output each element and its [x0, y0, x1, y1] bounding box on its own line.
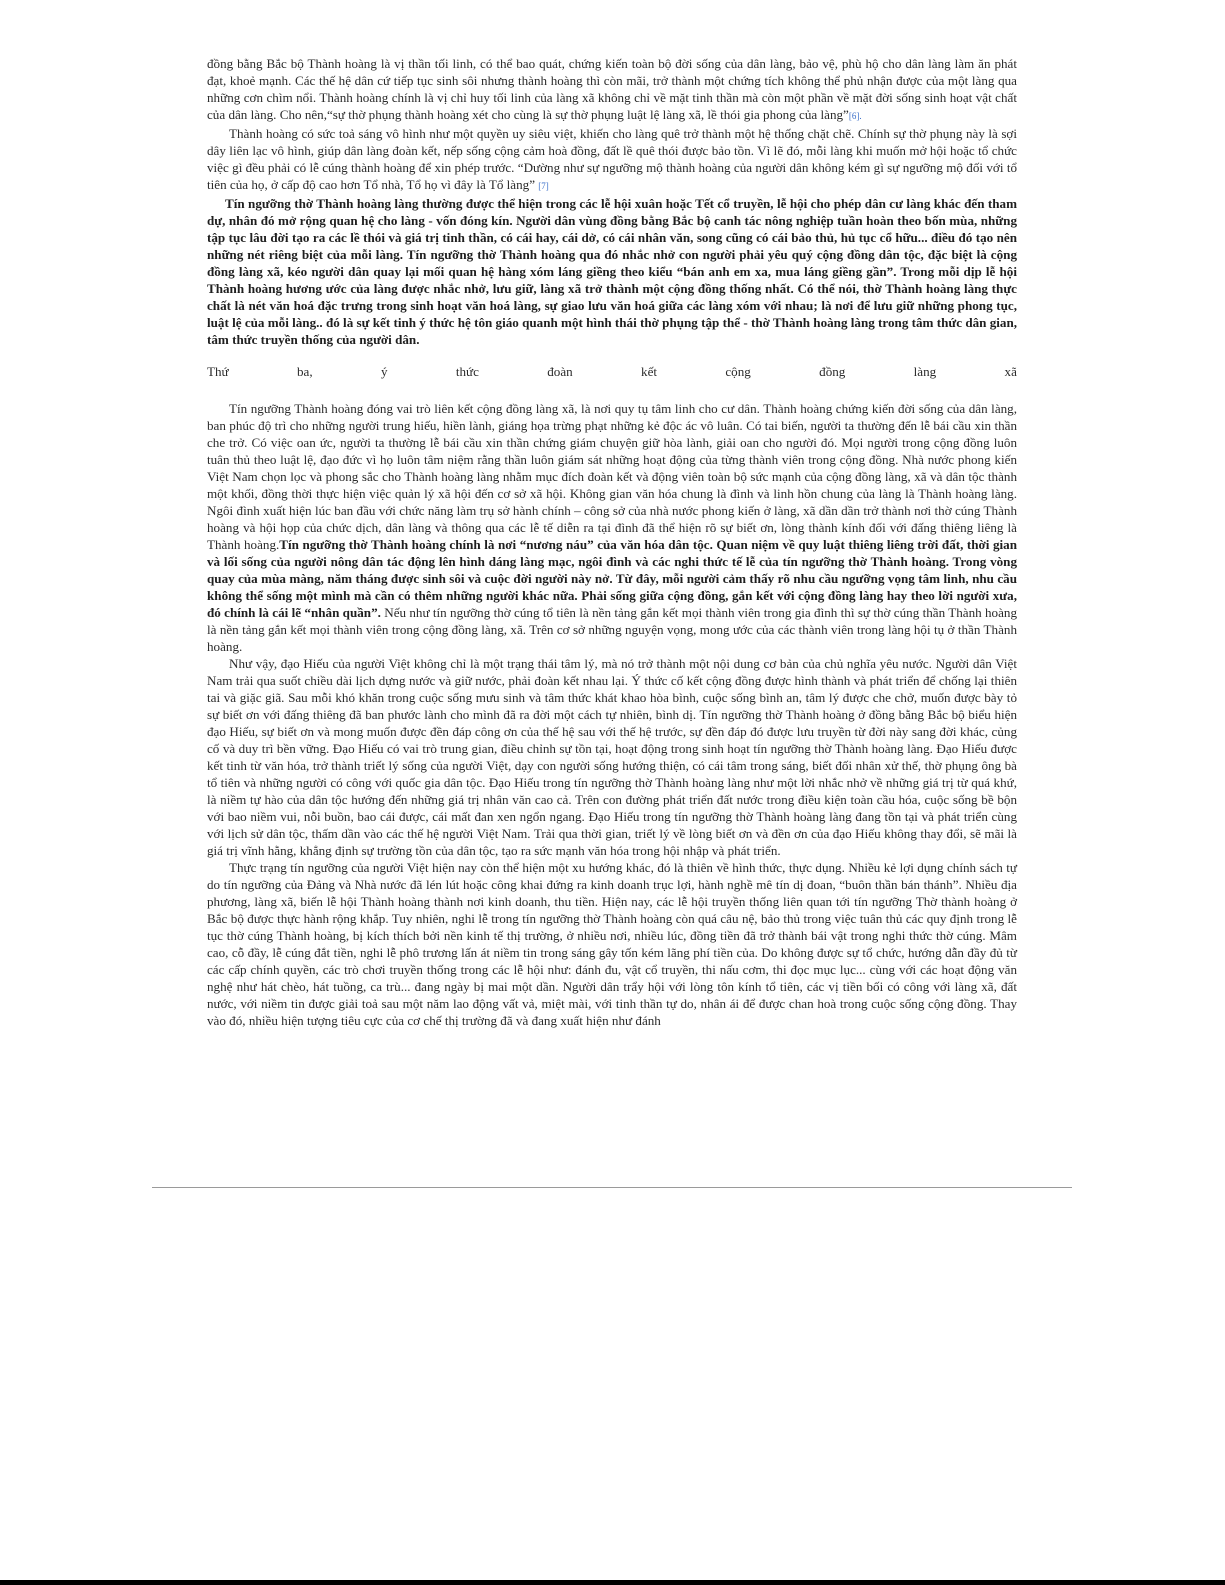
paragraph-6: Thực trạng tín ngưỡng của người Việt hiện nay còn thể hiện một xu hướng khác, đó là thiên về hình thức, thực dụng. Nhiều kẻ lợi dụng chính sách tự do tín ngưỡng của Đảng và Nhà nước đã lén lút hoặc công khai đứng ra kinh doanh trục lợi, hành nghề mê tín dị đoan, “buôn thần bán thánh”. Nhiều địa phương, làng xã, biến lễ hội Thành hoàng thành nơi kinh doanh, thu tiền. Hiện nay, các lễ hội truyền thống liên quan tới tín ngưỡng Thờ thành hoàng ở Bắc bộ được thực hành rộng khắp. Tuy nhiên, nghi lễ trong tín ngưỡng thờ Thành hoàng còn quá câu nệ, bảo thủ trong việc tuân thủ các quy định trong lễ tục thờ cúng Thành hoàng, bị kích thích bởi nền kinh tế thị trường, ở nhiều nơi, nhiều lúc, đồng tiền đã trở thành bái vật trong nghi thức thờ cúng. Mâm cao, cỗ đầy, lễ cúng đắt tiền, nghi lễ phô trương lấn át niềm tin trong sáng gây tốn kém lãng phí tiền của. Do không được sự tổ chức, hướng dẫn đầy đủ từ các cấp chính quyền, các trò chơi truyền thống trong các lễ hội như: đánh đu, vật cổ truyền, thi nấu cơm, thi đọc mục lục... cùng với các hoạt động văn nghệ như hát chèo, hát tuồng, ca trù... đang ngày bị mai một dần. Người dân trẩy hội với lòng tôn kính tổ tiên, các vị tiền bối có công với làng xã, đất nước, với niềm tin được giải toả sau một năm lao động vất vả, miệt mài, với tinh thần tự do, nhân ái để được chan hoà trong cuộc sống cộng đồng. Thay vào đó, nhiều hiện tượng tiêu cực của cơ chế thị trường đã và đang xuất hiện như đánh — [207, 860, 1017, 1028]
bottom-edge-bar — [0, 1580, 1225, 1585]
section-heading — [207, 363, 1017, 380]
paragraph-4-text-a: Tín ngưỡng Thành hoàng đóng vai trò liên kết cộng đồng làng xã, là nơi quy tụ tâm linh cho cư dân. Thành hoàng chứng kiến đời sống của dân làng, ban phúc độ trì cho những người trung hiếu, hiền lành, giáng họa trừng phạt những kẻ độc ác vô luân. Có tai biến, người ta thường đến lễ bái cầu xin thần che trở. Có việc oan ức, người ta thường lễ bái cầu xin thần chứng giám chuyện giữ hòa lành, giải oan cho người đó. Mọi người trong cộng đồng luôn tuân thủ theo luật lệ, đạo đức vì họ luôn tâm niệm rằng thần luôn giám sát những hoạt động của từng thành viên trong cộng đồng. Nhà nước phong kiến Việt Nam chọn lọc và phong sắc cho Thành hoàng làng nhằm mục đích đoàn kết và động viên toàn bộ sức mạnh của cộng đồng làng, xã và dân tộc thành một khối, đồng thời thực hiện việc quản lý xã hội đến cơ sở xã hội. Không gian văn hóa chung là đình và linh hồn chung của làng là Thành hoàng làng. Ngôi đình xuất hiện lúc ban đầu với chức năng làm trụ sở hành chính – công sở của nhà nước phong kiến ở làng, xã dần dần trở thành nơi thờ cúng Thành hoàng và hội họp của chức dịch, dân làng và thông qua các lễ tế diễn ra tại đình đã thể hiện rõ sự biết ơn, lòng thành kính đối với đấng thiêng liêng là Thành hoàng. — [207, 401, 1017, 552]
paragraph-4-text-b: Nếu như tín ngưỡng thờ cúng tổ tiên là nền tảng gắn kết mọi thành viên trong gia đình thì sự thờ cúng thần Thành hoàng là nền tảng gắn kết mọi thành viên trong cộng đồng làng, xã. Trên cơ sở những nguyện vọng, mong ước của các thành viên trong làng hội tụ ở thần Thành hoàng. — [207, 605, 1017, 654]
paragraph-1-text: đồng bằng Bắc bộ Thành hoàng là vị thần tối linh, có thể bao quát, chứng kiến toàn bộ đời sống của dân làng, bảo vệ, phù hộ cho dân làng làm ăn phát đạt, khoẻ mạnh. Các thế hệ dân cứ tiếp tục sinh sôi nhưng thành hoàng thì còn mãi, trở thành một chứng tích không thể phủ nhận được của một làng qua những cơn chìm nổi. Thành hoàng chính là vị chỉ huy tối linh của làng xã không chỉ về mặt tinh thần mà còn một phần về mặt đời sống sinh hoạt vật chất của dân làng. Cho nên,“sự thờ phụng thành hoàng xét cho cùng là sự thờ phụng luật lệ làng xã, lề thói gia phong của làng” — [207, 56, 1017, 122]
heading-word: ý — [380, 364, 388, 379]
heading-word: đoàn — [547, 364, 573, 379]
heading-word: xã — [1004, 364, 1017, 379]
paragraph-4 — [207, 400, 1017, 655]
heading-word: làng — [913, 364, 937, 379]
heading-word: thức — [455, 364, 479, 379]
paragraph-1 — [207, 55, 1017, 125]
paragraph-4-text-bold: Tín ngưỡng thờ Thành hoàng chính là nơi “nương náu” của văn hóa dân tộc. Quan niệm về quy luật thiêng liêng trời đất, thời gian và lối sống của người nông dân tác động lên hình dáng làng mạc, ngôi đình và các nghi thức tế lễ của tín ngưỡng thờ Thành hoàng. Trong vòng quay của mùa màng, năm tháng được sinh sôi và cuộc đời người này nở. Từ đây, mỗi người cảm thấy rõ nhu cầu ngưỡng vọng tâm linh, nhu cầu không thể sống một mình mà cần có thêm những người khác nữa. Phải sống giữa cộng đồng, gắn kết với cộng đồng làng hay theo lời người xưa, đó chính là cái lẽ “nhân quần”. — [207, 537, 1018, 620]
paragraph-2-text: Thành hoàng có sức toả sáng vô hình như một quyền uy siêu việt, khiến cho làng quê trở thành một hệ thống chặt chẽ. Chính sự thờ phụng này là sợi dây liên lạc vô hình, giúp dân làng đoàn kết, nếp sống cộng cảm hoà đồng, đất lề quê thói được bảo tồn. Vì lẽ đó, mỗi làng khi muốn mở hội hoặc tổ chức việc gì đều phải có lễ cúng thành hoàng để xin phép trước. “Dường như sự ngưỡng mộ thành hoàng của người dân không kém gì sự ngưỡng mộ đối với tổ tiên của họ, ở cấp độ cao hơn Tổ nhà, Tổ họ vì đây là Tổ làng” — [207, 126, 1017, 192]
footnote-link-6[interactable]: [6]. — [848, 111, 862, 121]
paragraph-3: Tín ngưỡng thờ Thành hoàng làng thường được thể hiện trong các lễ hội xuân hoặc Tết cổ truyền, lễ hội cho phép dân cư làng khác đến tham dự, nhân đó mở rộng quan hệ cho làng - vốn đóng kín. Người dân vùng đồng bằng Bắc bộ canh tác nông nghiệp tuần hoàn theo bốn mùa, những tập tục lâu đời tạo ra các lề thói và giá trị tinh thần, có cái hay, cái dở, có cái nhân văn, song cũng có cái bảo thủ, hủ tục cổ hữu... điều đó tạo nên những nét riêng biệt của mỗi làng. Tín ngưỡng thờ Thành hoàng qua đó nhắc nhở con người phải yêu quý cộng đồng dân tộc, đặc biệt là cộng đồng làng xã, kéo người dân quay lại mối quan hệ hàng xóm láng giềng theo kiểu “bán anh em xa, mua láng giềng gần”. Trong mỗi dịp lễ hội Thành hoàng hương ước của làng được nhắc nhở, lưu giữ, làng xã trở thành một cộng đồng thống nhất. Có thể nói, thờ Thành hoàng làng thực chất là nét văn hoá đặc trưng trong sinh hoạt văn hoá làng, sự giao lưu văn hoá giữa các làng xóm với nhau; là nơi để lưu giữ những phong tục, luật lệ của mỗi làng.. đó là sự kết tinh ý thức hệ tôn giáo quanh một hình thái thờ phụng tập thể - thờ Thành hoàng làng trong tâm thức dân gian, tâm thức truyền thống của người dân. — [207, 196, 1017, 347]
heading-word: Thứ — [207, 364, 229, 379]
page-divider — [152, 1187, 1072, 1188]
heading-word: ba, — [296, 364, 313, 379]
heading-word: cộng — [725, 364, 751, 379]
heading-word: đồng — [819, 364, 846, 379]
document-body — [207, 55, 1017, 1029]
paragraph-2 — [207, 125, 1017, 195]
heading-word: kết — [641, 364, 658, 379]
footnote-link-7[interactable]: [7] — [538, 181, 549, 191]
paragraph-5: Như vậy, đạo Hiếu của người Việt không chỉ là một trạng thái tâm lý, mà nó trở thành một nội dung cơ bản của chủ nghĩa yêu nước. Người dân Việt Nam trải qua suốt chiều dài lịch dựng nước và giữ nước, phải đoàn kết nhau lại. Ý thức cố kết cộng đồng được hình thành và phát triển để chống lại thiên tai và giặc giã. Sau mỗi khó khăn trong cuộc sống mưu sinh và tâm thức khát khao hòa bình, cuộc sống bình an, tâm lý được che chở, muốn được bày tỏ sự biết ơn với đấng thiêng đã ban phước lành cho mình đã ra đời một cách tự nhiên, bình dị. Tín ngưỡng thờ Thành hoàng ở đồng bằng Bắc bộ biểu hiện đạo Hiếu, sự biết ơn và mong muốn được đền đáp công ơn của thế hệ sau với thế hệ trước, sự đền đáp đó được lưu truyền từ đời này sang đời khác, củng cố và duy trì bền vững. Đạo Hiếu có vai trò trung gian, điều chỉnh sự tồn tại, hoạt động trong sinh hoạt tín ngưỡng thờ Thành hoàng làng. Đạo Hiếu được kết tinh từ văn hóa, trở thành triết lý sống của người Việt, dạy con người sống hướng thiện, có cái tâm trong sáng, biết đối nhân xử thế, thờ phụng ông bà tổ tiên và những người có công với quốc gia dân tộc. Đạo Hiếu trong tín ngưỡng thờ Thành hoàng làng như một lời nhắc nhở về những giá trị từ quá khứ, là niềm tự hào của dân tộc hướng đến những giá trị nhân văn cao cả. Trên con đường phát triển đất nước trong điều kiện toàn cầu hóa, cuộc sống bề bộn với bao niềm vui, nỗi buồn, bao cái được, cái mất đan xen ngổn ngang. Đạo Hiếu trong tín ngưỡng thờ Thành hoàng làng đang tồn tại và phát triển cùng với lịch sử dân tộc, thấm dần vào các thế hệ người Việt Nam. Trải qua thời gian, triết lý về lòng biết ơn và đền ơn của đạo Hiếu không thay đổi, sẽ mãi là giá trị vĩnh hằng, khẳng định sự trường tồn của dân tộc, tạo ra sức mạnh văn hóa trong hội nhập và phát triển. — [207, 656, 1017, 858]
